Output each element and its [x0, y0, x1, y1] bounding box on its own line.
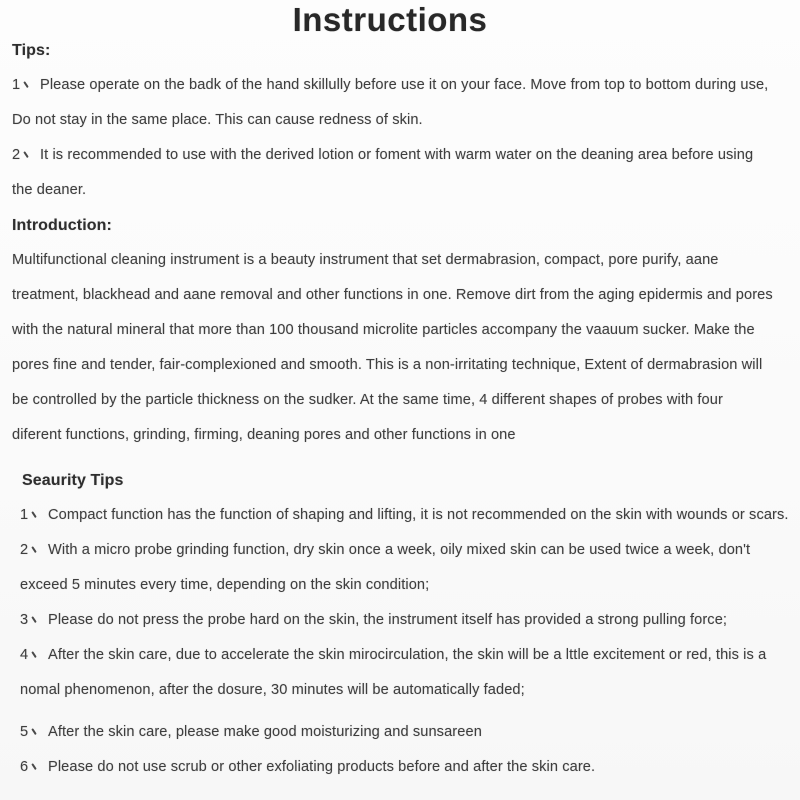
ideographic-comma-icon	[30, 544, 39, 554]
tips-item-2-number: 2	[12, 147, 21, 163]
security-item-5-number: 5	[20, 724, 29, 740]
security-item-4	[20, 638, 800, 708]
security-tips-heading: Seaurity Tips	[22, 472, 124, 489]
tips-item-2-line-1: It is recommended to use with the derived lotion or foment with warm water on the deaning area before using	[40, 147, 754, 163]
ideographic-comma-icon	[30, 761, 39, 771]
security-item-4-number: 4	[20, 647, 29, 663]
tips-item-1	[12, 68, 800, 138]
security-item-4-line-2: nomal phenomenon, after the dosure, 30 minutes will be automatically faded;	[20, 682, 525, 698]
security-item-2-line-1: With a micro probe grinding function, dry skin once a week, oily mixed skin can be used twice a week, don't	[48, 542, 751, 558]
tips-item-2-line-2: the deaner.	[12, 182, 87, 198]
introduction-heading: Introduction:	[12, 217, 112, 234]
tips-item-1-line-1: Please operate on the badk of the hand skillully before use it on your face. Move from top to bottom during use,	[40, 77, 769, 93]
security-item-5	[20, 715, 800, 750]
tips-heading: Tips:	[12, 42, 51, 59]
security-item-3-line-1: Please do not press the probe hard on the skin, the instrument itself has provided a strong pulling force;	[48, 612, 728, 628]
security-tips-section	[12, 463, 800, 785]
tips-section	[12, 33, 800, 208]
ideographic-comma-icon	[30, 649, 39, 659]
introduction-line-5: be controlled by the particle thickness on the sudker. At the same time, 4 different shapes of probes with four	[12, 392, 723, 408]
ideographic-comma-icon	[30, 614, 39, 624]
security-item-3-number: 3	[20, 612, 29, 628]
introduction-line-3: with the natural mineral that more than 100 thousand microlite particles accompany the vaauum sucker. Make the	[12, 322, 755, 338]
security-item-1-number: 1	[20, 507, 29, 523]
security-item-1-line-1: Compact function has the function of shaping and lifting, it is not recommended on the skin with wounds or scars.	[48, 507, 789, 523]
ideographic-comma-icon	[22, 149, 31, 159]
introduction-line-4: pores fine and tender, fair-complexioned and smooth. This is a non-irritating technique, Extent of dermabrasion will	[12, 357, 763, 373]
introduction-section	[12, 208, 800, 453]
tips-item-1-number: 1	[12, 77, 21, 93]
ideographic-comma-icon	[30, 726, 39, 736]
introduction-line-2: treatment, blackhead and aane removal and other functions in one. Remove dirt from the aging epidermis and pores	[12, 287, 773, 303]
security-item-6-line-1: Please do not use scrub or other exfoliating products before and after the skin care.	[48, 759, 596, 775]
security-item-2	[20, 533, 800, 603]
security-item-5-line-1: After the skin care, please make good moisturizing and sunsareen	[48, 724, 482, 740]
tips-item-2	[12, 138, 800, 208]
security-item-2-number: 2	[20, 542, 29, 558]
security-item-2-line-2: exceed 5 minutes every time, depending on the skin condition;	[20, 577, 430, 593]
ideographic-comma-icon	[22, 79, 31, 89]
security-item-1	[20, 498, 800, 533]
security-item-3	[20, 603, 800, 638]
security-item-4-line-1: After the skin care, due to accelerate the skin mirocirculation, the skin will be a lttle excitement or red, this is a	[48, 647, 767, 663]
page-title: Instructions	[292, 1, 488, 38]
security-item-6-number: 6	[20, 759, 29, 775]
introduction-line-6: diferent functions, grinding, firming, deaning pores and other functions in one	[12, 427, 516, 443]
ideographic-comma-icon	[30, 509, 39, 519]
security-item-6	[20, 750, 800, 785]
tips-item-1-line-2: Do not stay in the same place. This can cause redness of skin.	[12, 112, 423, 128]
introduction-line-1: Multifunctional cleaning instrument is a beauty instrument that set dermabrasion, compact, pore purify, aane	[12, 252, 719, 268]
document-body	[0, 33, 800, 785]
